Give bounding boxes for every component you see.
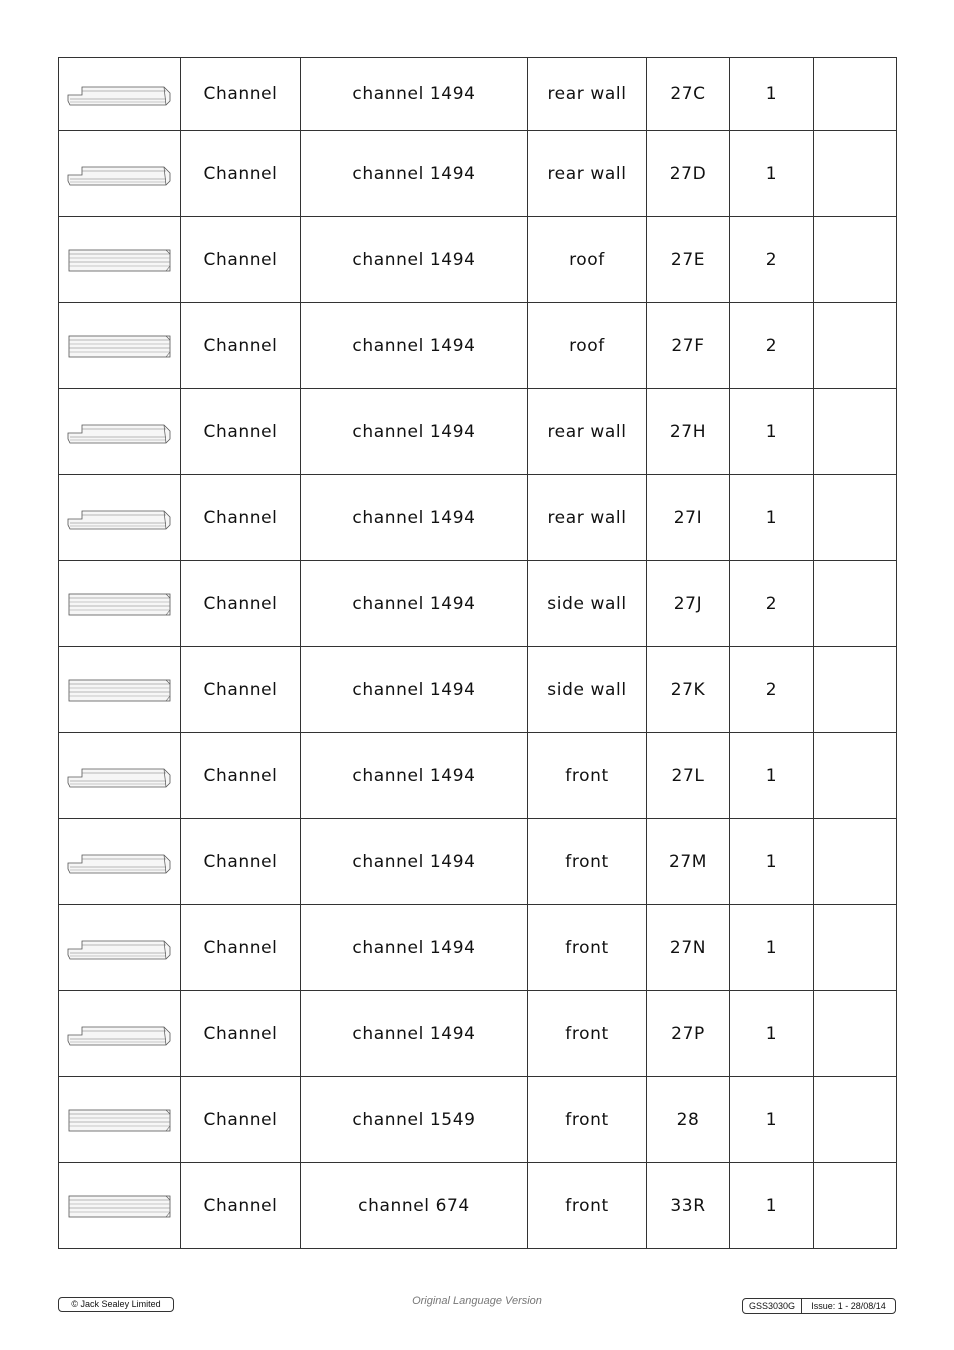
ref-cell: 28 — [647, 1077, 730, 1163]
channel-flat-icon — [66, 331, 174, 361]
table-row — [59, 819, 897, 905]
channel-angled-icon — [66, 503, 174, 533]
type-cell: Channel — [181, 561, 301, 647]
ref-cell: 27N — [647, 905, 730, 991]
location-cell: side wall — [528, 647, 647, 733]
channel-angled-icon — [66, 1019, 174, 1049]
ref-cell: 27P — [647, 991, 730, 1077]
channel-flat-icon — [66, 589, 174, 619]
channel-flat-icon — [66, 1105, 174, 1135]
qty-cell: 1 — [730, 991, 814, 1077]
table-row — [59, 389, 897, 475]
channel-angled-icon — [66, 417, 174, 447]
ref-cell: 27J — [647, 561, 730, 647]
name-cell: channel 1494 — [301, 561, 528, 647]
type-cell: Channel — [181, 905, 301, 991]
channel-angled-icon — [66, 847, 174, 877]
type-cell: Channel — [181, 1163, 301, 1249]
thumbnail-cell — [59, 1077, 181, 1163]
location-cell: roof — [528, 217, 647, 303]
name-cell: channel 1494 — [301, 991, 528, 1077]
table-row — [59, 58, 897, 131]
location-cell: front — [528, 991, 647, 1077]
type-cell: Channel — [181, 389, 301, 475]
ref-cell: 27F — [647, 303, 730, 389]
issue-badge — [742, 1298, 896, 1314]
ref-cell: 27I — [647, 475, 730, 561]
location-cell: rear wall — [528, 58, 647, 131]
thumbnail-cell — [59, 1163, 181, 1249]
location-cell: rear wall — [528, 131, 647, 217]
parts-table-body — [59, 58, 897, 1249]
issue-date: Issue: 1 - 28/08/14 — [811, 1301, 886, 1311]
qty-cell: 1 — [730, 1077, 814, 1163]
qty-cell: 2 — [730, 561, 814, 647]
type-cell: Channel — [181, 58, 301, 131]
ref-cell: 27E — [647, 217, 730, 303]
name-cell: channel 1494 — [301, 905, 528, 991]
name-cell: channel 1494 — [301, 475, 528, 561]
location-cell: roof — [528, 303, 647, 389]
table-row — [59, 561, 897, 647]
table-row — [59, 1163, 897, 1249]
qty-cell: 1 — [730, 58, 814, 131]
channel-flat-icon — [66, 675, 174, 705]
thumbnail-cell — [59, 647, 181, 733]
blank-cell — [814, 1163, 897, 1249]
location-cell: front — [528, 819, 647, 905]
ref-cell: 27K — [647, 647, 730, 733]
location-cell: front — [528, 1077, 647, 1163]
table-row — [59, 131, 897, 217]
channel-flat-icon — [66, 245, 174, 275]
parts-table — [58, 57, 897, 1249]
location-cell: front — [528, 733, 647, 819]
thumbnail-cell — [59, 475, 181, 561]
qty-cell: 2 — [730, 647, 814, 733]
thumbnail-cell — [59, 58, 181, 131]
thumbnail-cell — [59, 819, 181, 905]
type-cell: Channel — [181, 217, 301, 303]
location-cell: side wall — [528, 561, 647, 647]
blank-cell — [814, 389, 897, 475]
location-cell: front — [528, 1163, 647, 1249]
type-cell: Channel — [181, 1077, 301, 1163]
qty-cell: 1 — [730, 131, 814, 217]
blank-cell — [814, 561, 897, 647]
ref-cell: 27M — [647, 819, 730, 905]
name-cell: channel 1494 — [301, 733, 528, 819]
channel-angled-icon — [66, 761, 174, 791]
location-cell: rear wall — [528, 389, 647, 475]
qty-cell: 1 — [730, 475, 814, 561]
blank-cell — [814, 475, 897, 561]
ref-cell: 27D — [647, 131, 730, 217]
table-row — [59, 991, 897, 1077]
table-row — [59, 905, 897, 991]
ref-cell: 27L — [647, 733, 730, 819]
ref-cell: 27C — [647, 58, 730, 131]
name-cell: channel 1494 — [301, 58, 528, 131]
qty-cell: 1 — [730, 389, 814, 475]
type-cell: Channel — [181, 647, 301, 733]
thumbnail-cell — [59, 389, 181, 475]
blank-cell — [814, 819, 897, 905]
table-row — [59, 475, 897, 561]
table-row — [59, 303, 897, 389]
type-cell: Channel — [181, 131, 301, 217]
qty-cell: 1 — [730, 1163, 814, 1249]
qty-cell: 2 — [730, 217, 814, 303]
table-row — [59, 647, 897, 733]
copyright-badge: © Jack Sealey Limited — [58, 1297, 174, 1312]
table-row — [59, 1077, 897, 1163]
ref-cell: 27H — [647, 389, 730, 475]
name-cell: channel 674 — [301, 1163, 528, 1249]
qty-cell: 2 — [730, 303, 814, 389]
name-cell: channel 1494 — [301, 389, 528, 475]
channel-angled-icon — [66, 79, 174, 109]
blank-cell — [814, 733, 897, 819]
channel-angled-icon — [66, 159, 174, 189]
qty-cell: 1 — [730, 733, 814, 819]
thumbnail-cell — [59, 905, 181, 991]
table-row — [59, 733, 897, 819]
type-cell: Channel — [181, 475, 301, 561]
version-note: Original Language Version — [412, 1295, 542, 1307]
blank-cell — [814, 303, 897, 389]
type-cell: Channel — [181, 303, 301, 389]
blank-cell — [814, 647, 897, 733]
qty-cell: 1 — [730, 905, 814, 991]
channel-flat-icon — [66, 1191, 174, 1221]
type-cell: Channel — [181, 733, 301, 819]
blank-cell — [814, 1077, 897, 1163]
name-cell: channel 1494 — [301, 647, 528, 733]
thumbnail-cell — [59, 217, 181, 303]
blank-cell — [814, 905, 897, 991]
ref-cell: 33R — [647, 1163, 730, 1249]
blank-cell — [814, 58, 897, 131]
thumbnail-cell — [59, 991, 181, 1077]
name-cell: channel 1494 — [301, 303, 528, 389]
name-cell: channel 1494 — [301, 819, 528, 905]
type-cell: Channel — [181, 819, 301, 905]
thumbnail-cell — [59, 733, 181, 819]
name-cell: channel 1494 — [301, 131, 528, 217]
name-cell: channel 1494 — [301, 217, 528, 303]
blank-cell — [814, 131, 897, 217]
thumbnail-cell — [59, 131, 181, 217]
channel-angled-icon — [66, 933, 174, 963]
thumbnail-cell — [59, 303, 181, 389]
location-cell: rear wall — [528, 475, 647, 561]
thumbnail-cell — [59, 561, 181, 647]
model-code: GSS3030G — [743, 1299, 802, 1313]
table-row — [59, 217, 897, 303]
name-cell: channel 1549 — [301, 1077, 528, 1163]
blank-cell — [814, 217, 897, 303]
qty-cell: 1 — [730, 819, 814, 905]
type-cell: Channel — [181, 991, 301, 1077]
blank-cell — [814, 991, 897, 1077]
location-cell: front — [528, 905, 647, 991]
